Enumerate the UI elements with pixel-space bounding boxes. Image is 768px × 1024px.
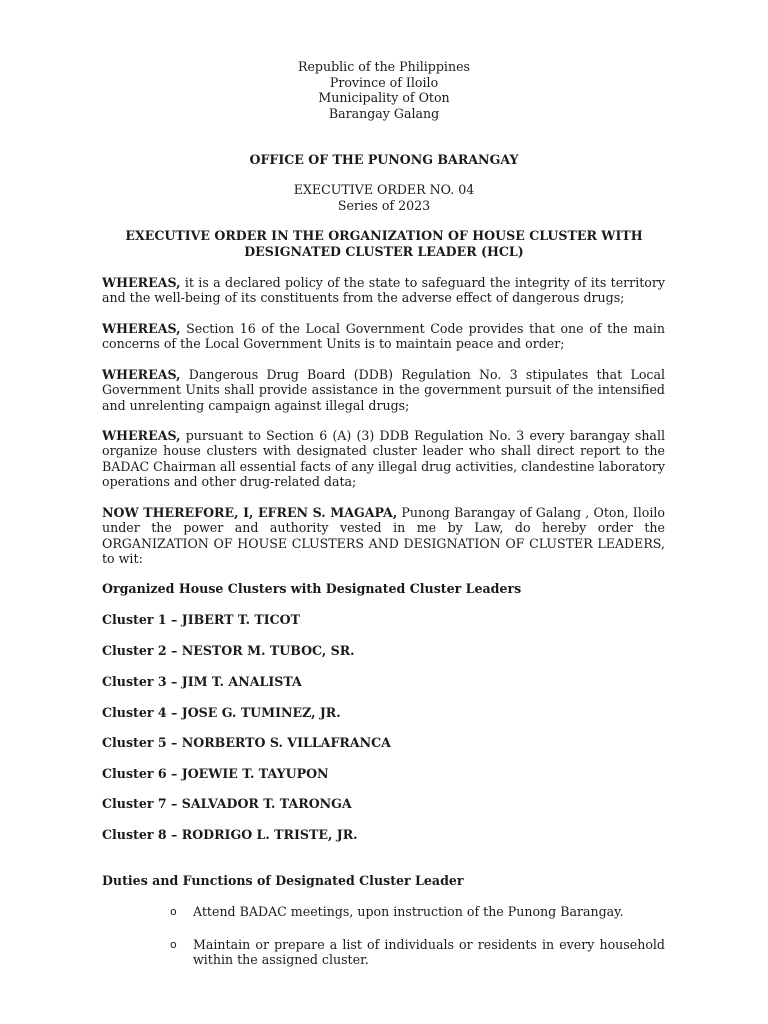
whereas-text: pursuant to Section 6 (A) (3) DDB Regulation No. 3 every barangay shall organize house clusters with designated cluster leader who shall direct report to the BADAC Chairman all essential facts of any illegal drug activities, clandestine laboratory operations and other drug-related data;: [102, 428, 665, 490]
order-series: Series of 2023: [337, 197, 431, 213]
whereas-text: Section 16 of the Local Government Code provides that one of the main concerns of the Local Government Units is to maintain peace and order;: [102, 321, 665, 352]
order-title-line1: EXECUTIVE ORDER IN THE ORGANIZATION OF HOUSE CLUSTER WITH: [125, 228, 643, 243]
letterhead: [0, 59, 768, 121]
now-therefore-lead: NOW THEREFORE, I, EFREN S. MAGAPA,: [102, 505, 398, 520]
letterhead-province: Province of Iloilo: [329, 74, 439, 90]
duties-heading: Duties and Functions of Designated Cluster Leader: [102, 873, 464, 888]
whereas-lead: WHEREAS,: [102, 275, 181, 290]
cluster-item-2: Cluster 2 – NESTOR M. TUBOC, SR.: [102, 643, 355, 658]
cluster-item-8: Cluster 8 – RODRIGO L. TRISTE, JR.: [102, 827, 358, 842]
whereas-lead: WHEREAS,: [102, 428, 181, 443]
order-number-block: [0, 182, 768, 213]
cluster-item-6: Cluster 6 – JOEWIE T. TAYUPON: [102, 766, 329, 781]
now-therefore-paragraph: [102, 505, 665, 567]
cluster-item-5: Cluster 5 – NORBERTO S. VILLAFRANCA: [102, 735, 391, 750]
whereas-text: it is a declared policy of the state to safeguard the integrity of its territory and the well-being of its constituents from the adverse effect of dangerous drugs;: [102, 275, 665, 306]
duty-item-1: [170, 904, 665, 919]
cluster-item-1: Cluster 1 – JIBERT T. TICOT: [102, 612, 300, 627]
order-number: EXECUTIVE ORDER NO. 04: [293, 182, 475, 197]
cluster-item-4: Cluster 4 – JOSE G. TUMINEZ, JR.: [102, 705, 341, 720]
duty-item-2: [170, 937, 665, 968]
whereas-lead: WHEREAS,: [102, 321, 181, 336]
letterhead-republic: Republic of the Philippines: [297, 59, 470, 74]
whereas-text: Dangerous Drug Board (DDB) Regulation No. 3 stipulates that Local Government Units shall provide assistance in the government pursuit of the intensified and unrelenting campaign against illegal drugs;: [102, 367, 665, 413]
whereas-paragraph-3: [102, 367, 665, 413]
whereas-paragraph-2: [102, 321, 665, 352]
now-therefore-text: Punong Barangay of Galang , Oton, Iloilo under the power and authority vested in me by Law, do hereby order the ORGANIZATION OF HOUSE CLUSTERS AND DESIGNATION OF CLUSTER LEADERS, to wit:: [102, 505, 666, 567]
duty-text: Attend BADAC meetings, upon instruction of the Punong Barangay.: [193, 904, 624, 919]
cluster-item-3: Cluster 3 – JIM T. ANALISTA: [102, 674, 302, 689]
order-title: [0, 228, 768, 259]
whereas-lead: WHEREAS,: [102, 367, 181, 382]
office-title: OFFICE OF THE PUNONG BARANGAY: [249, 152, 519, 167]
whereas-paragraph-4: [102, 428, 665, 490]
bullet-circle-icon: o: [170, 905, 177, 918]
cluster-item-7: Cluster 7 – SALVADOR T. TARONGA: [102, 796, 352, 811]
clusters-heading: Organized House Clusters with Designated Cluster Leaders: [102, 581, 522, 596]
bullet-circle-icon: o: [170, 938, 177, 951]
letterhead-barangay: Barangay Galang: [328, 105, 440, 121]
letterhead-municipality: Municipality of Oton: [318, 90, 450, 105]
duty-text: Maintain or prepare a list of individuals or residents in every household within the assigned cluster.: [193, 937, 665, 968]
order-title-line2: DESIGNATED CLUSTER LEADER (HCL): [244, 243, 524, 259]
whereas-paragraph-1: [102, 275, 665, 306]
